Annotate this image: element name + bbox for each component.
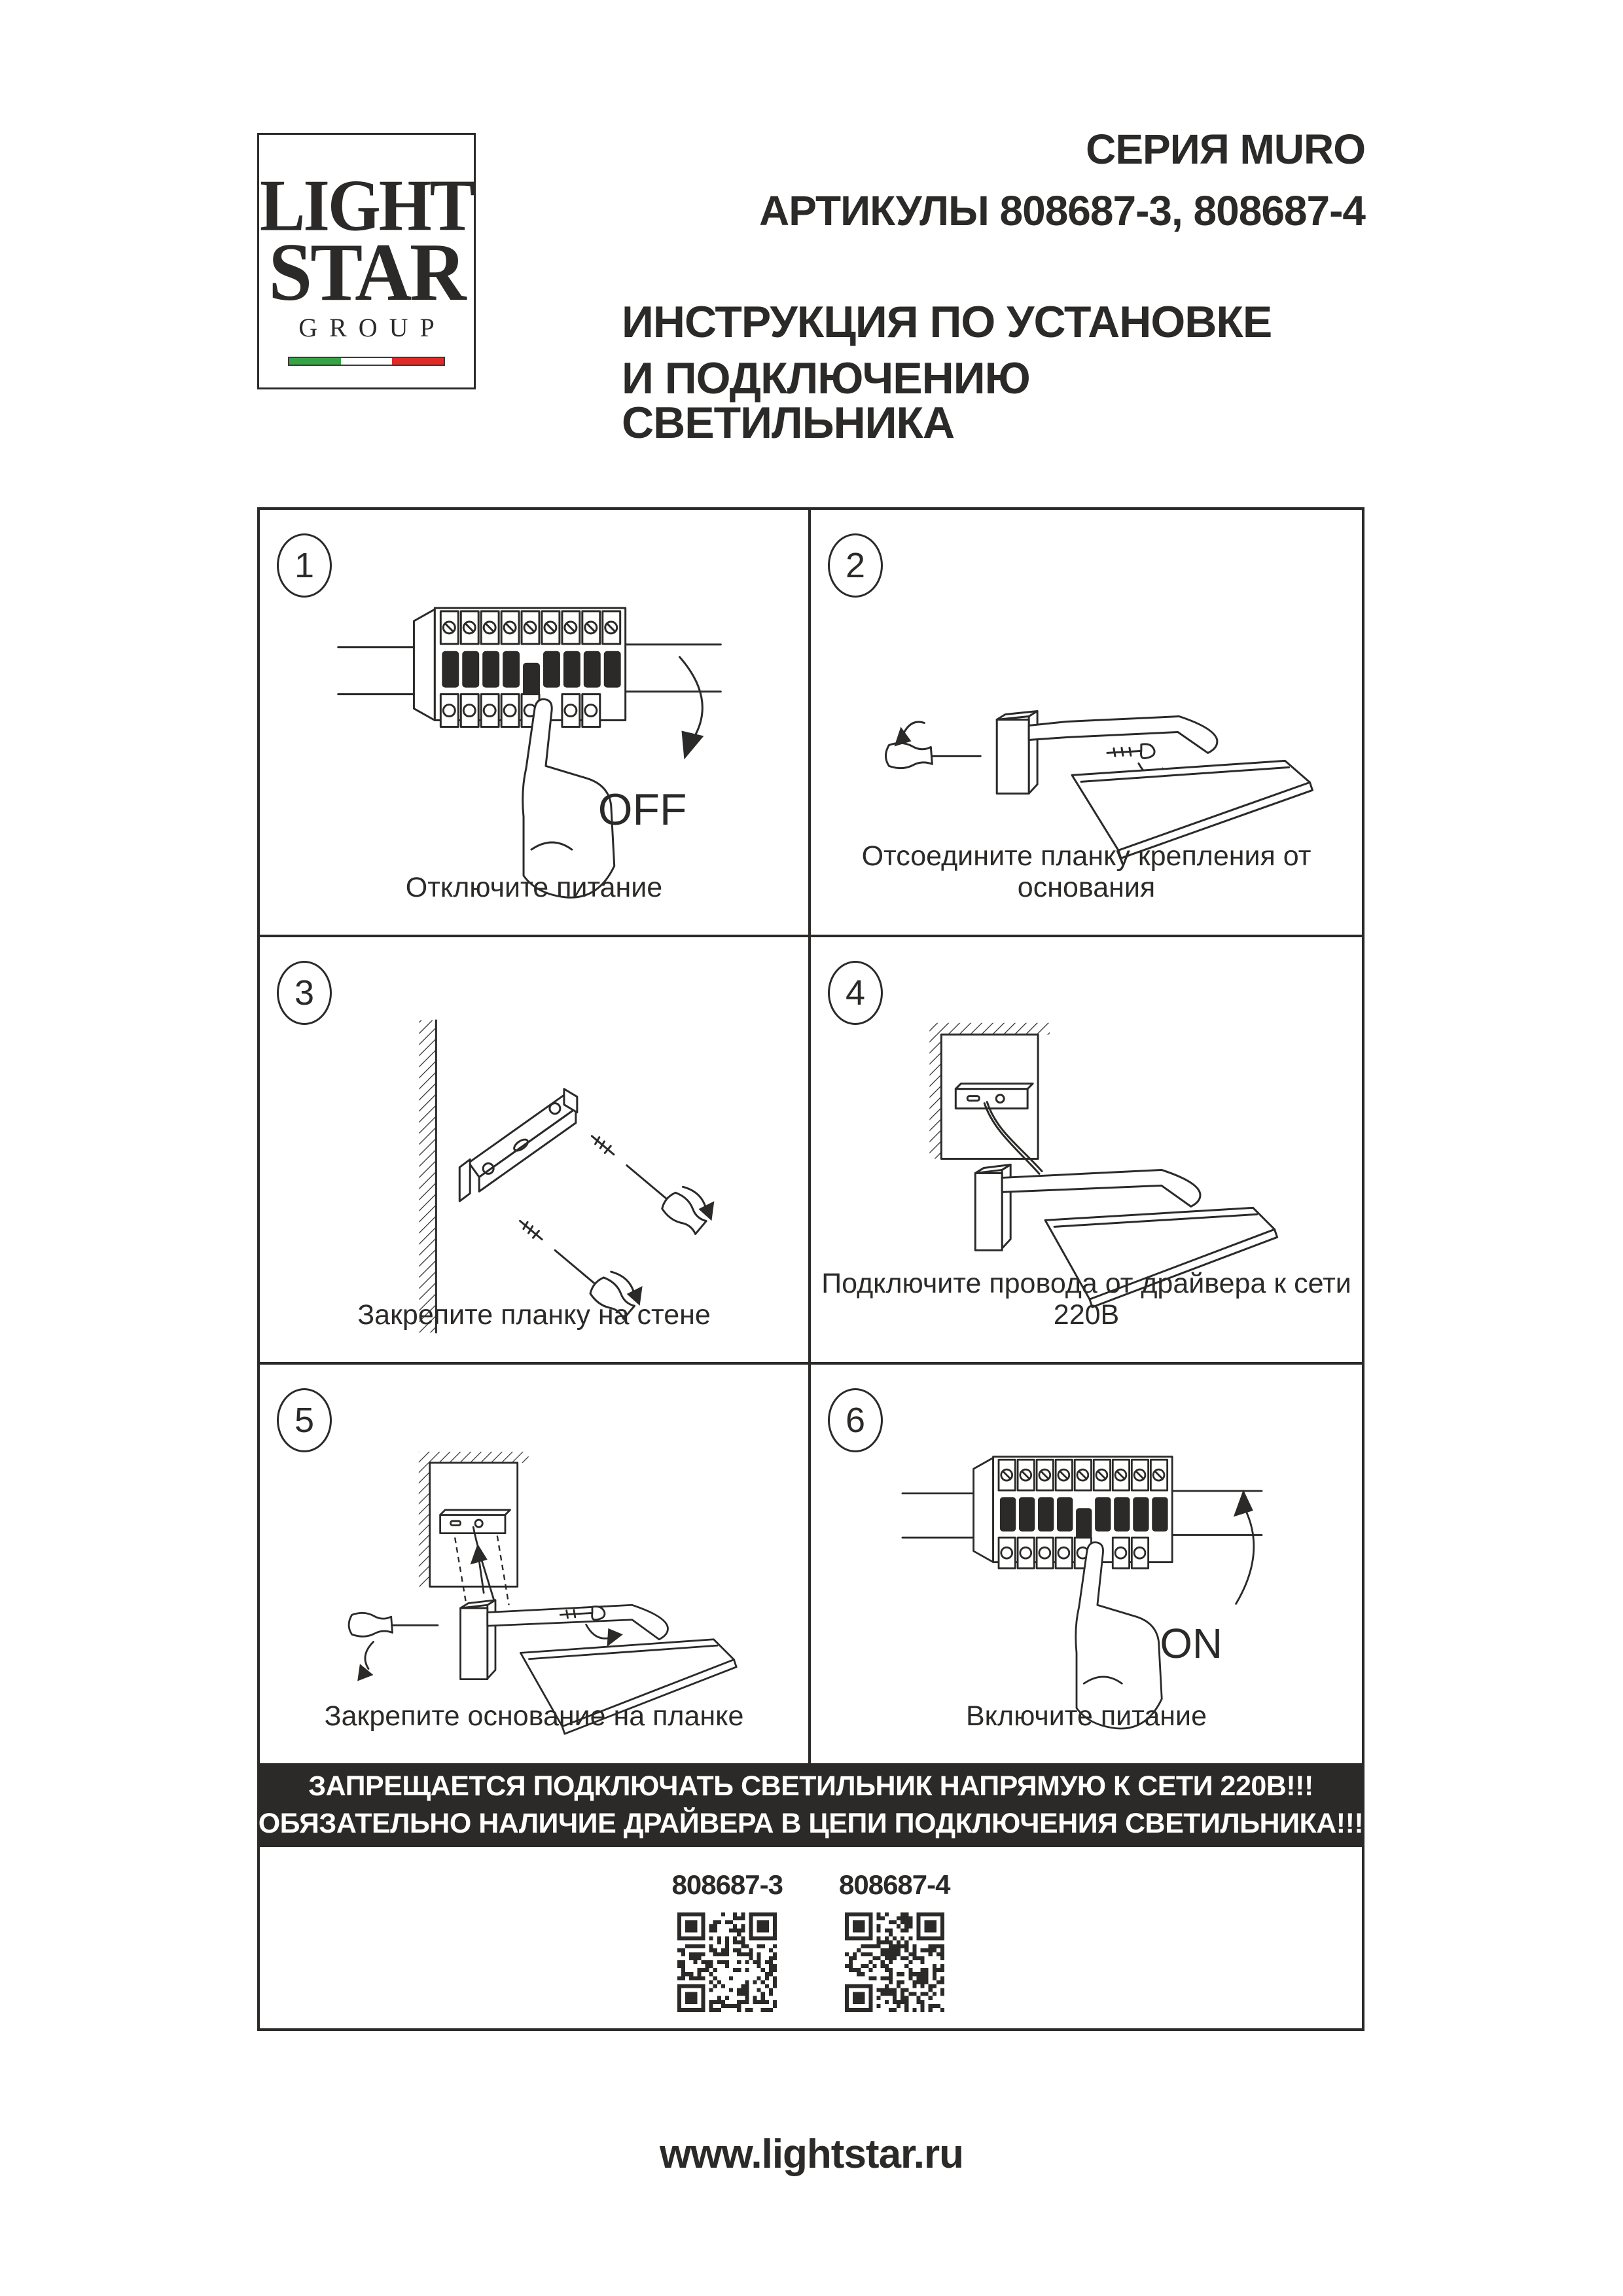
step-4-number: 4 <box>845 973 866 1013</box>
step-5-panel <box>260 1365 811 1763</box>
step-3-caption: Закрепите планку на стене <box>357 1299 711 1331</box>
logo-word-star: STAR <box>268 226 465 317</box>
logo-word-group: GROUP <box>298 312 446 342</box>
step-5-number: 5 <box>294 1401 315 1440</box>
logo-word-light: LIGHT <box>260 165 473 247</box>
steps-row-3 <box>260 1365 1362 1763</box>
flag-white-segment <box>341 358 393 365</box>
qr-group-2 <box>839 1869 950 2012</box>
flag-green-segment <box>289 358 341 365</box>
step-2-panel <box>811 510 1362 935</box>
qr-group-1 <box>672 1869 783 2012</box>
lightstar-logo <box>257 133 476 389</box>
step-1-caption: Отключите питание <box>405 871 663 903</box>
qr-code-808687-4 <box>845 1912 944 2012</box>
step-3-number: 3 <box>294 973 315 1013</box>
step-5-caption: Закрепите основание на планке <box>324 1700 744 1732</box>
italian-flag-stripe <box>288 357 445 366</box>
warning-line-1: ЗАПРЕЩАЕТСЯ ПОДКЛЮЧАТЬ СВЕТИЛЬНИК НАПРЯМУЮ К СЕТИ 220В!!! <box>308 1770 1313 1803</box>
document-header <box>622 126 1365 448</box>
step-6-panel <box>811 1365 1362 1763</box>
step-6-caption: Включите питание <box>966 1700 1207 1732</box>
website-url: www.lightstar.ru <box>660 2132 963 2177</box>
step-3-panel <box>260 937 811 1362</box>
articles-title: АРТИКУЛЫ 808687-3, 808687-4 <box>758 187 1365 234</box>
warning-banner <box>260 1763 1362 1847</box>
off-label: OFF <box>597 785 687 835</box>
steps-row-2 <box>260 937 1362 1365</box>
step-1-breaker-off-illustration <box>260 510 808 935</box>
step-3-mount-bracket-illustration <box>260 937 808 1362</box>
steps-row-1 <box>260 510 1362 937</box>
instruction-title-line1: ИНСТРУКЦИЯ ПО УСТАНОВКЕ <box>622 297 1272 347</box>
on-label: ON <box>1160 1619 1222 1667</box>
qr-label-1: 808687-3 <box>671 1869 783 1900</box>
qr-section <box>260 1847 1362 2028</box>
flag-red-segment <box>392 358 444 365</box>
step-2-number: 2 <box>845 546 866 585</box>
qr-label-2: 808687-4 <box>839 1869 950 1900</box>
step-4-panel <box>811 937 1362 1362</box>
instruction-card <box>257 507 1364 2031</box>
warning-line-2: ОБЯЗАТЕЛЬНО НАЛИЧИЕ ДРАЙВЕРА В ЦЕПИ ПОДКЛЮЧЕНИЯ СВЕТИЛЬНИКА!!! <box>258 1808 1364 1839</box>
step-1-number: 1 <box>294 546 315 585</box>
instruction-title-line2: И ПОДКЛЮЧЕНИЮ СВЕТИЛЬНИКА <box>622 353 1030 448</box>
series-title: СЕРИЯ MURO <box>1086 126 1365 173</box>
step-2-caption: Отсоедините планку крепления от основания <box>861 840 1311 903</box>
step-6-number: 6 <box>845 1401 866 1440</box>
step-4-caption: Подключите провода от драйвера к сети 220В <box>821 1268 1351 1331</box>
qr-code-808687-3 <box>677 1912 777 2012</box>
step-1-panel <box>260 510 811 935</box>
